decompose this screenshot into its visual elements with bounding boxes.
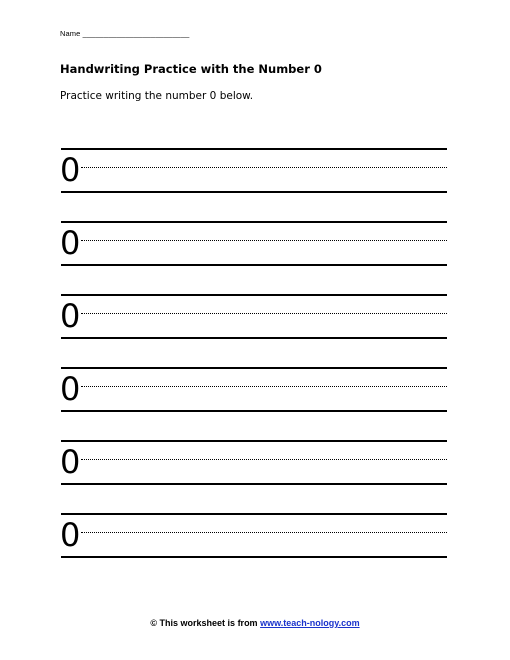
name-blank: _________________________ bbox=[82, 29, 190, 38]
name-label: Name bbox=[60, 29, 81, 38]
sample-digit: 0 bbox=[60, 370, 81, 408]
baseline bbox=[61, 264, 447, 266]
dotted-midline bbox=[81, 167, 447, 168]
practice-row-4 bbox=[61, 367, 447, 413]
practice-row-5 bbox=[61, 440, 447, 486]
dotted-midline bbox=[81, 313, 447, 314]
footer-link[interactable]: www.teach-nology.com bbox=[260, 618, 360, 628]
practice-row-6 bbox=[61, 513, 447, 559]
practice-row-2 bbox=[61, 221, 447, 267]
worksheet-instructions: Practice writing the number 0 below. bbox=[60, 90, 254, 102]
baseline bbox=[61, 410, 447, 412]
sample-digit: 0 bbox=[60, 443, 81, 481]
footer-credit bbox=[0, 618, 510, 628]
practice-row-1 bbox=[61, 148, 447, 194]
top-line bbox=[61, 513, 447, 515]
baseline bbox=[61, 337, 447, 339]
practice-rows bbox=[61, 148, 447, 586]
baseline bbox=[61, 191, 447, 193]
dotted-midline bbox=[81, 532, 447, 533]
sample-digit: 0 bbox=[60, 151, 81, 189]
sample-digit: 0 bbox=[60, 224, 81, 262]
top-line bbox=[61, 294, 447, 296]
worksheet-title: Handwriting Practice with the Number 0 bbox=[60, 62, 322, 76]
top-line bbox=[61, 367, 447, 369]
dotted-midline bbox=[81, 240, 447, 241]
sample-digit: 0 bbox=[60, 297, 81, 335]
baseline bbox=[61, 556, 447, 558]
practice-row-3 bbox=[61, 294, 447, 340]
top-line bbox=[61, 221, 447, 223]
dotted-midline bbox=[81, 459, 447, 460]
baseline bbox=[61, 483, 447, 485]
top-line bbox=[61, 440, 447, 442]
footer-copyright-text: © This worksheet is from bbox=[150, 618, 258, 628]
name-field bbox=[60, 29, 189, 38]
top-line bbox=[61, 148, 447, 150]
sample-digit: 0 bbox=[60, 516, 81, 554]
dotted-midline bbox=[81, 386, 447, 387]
